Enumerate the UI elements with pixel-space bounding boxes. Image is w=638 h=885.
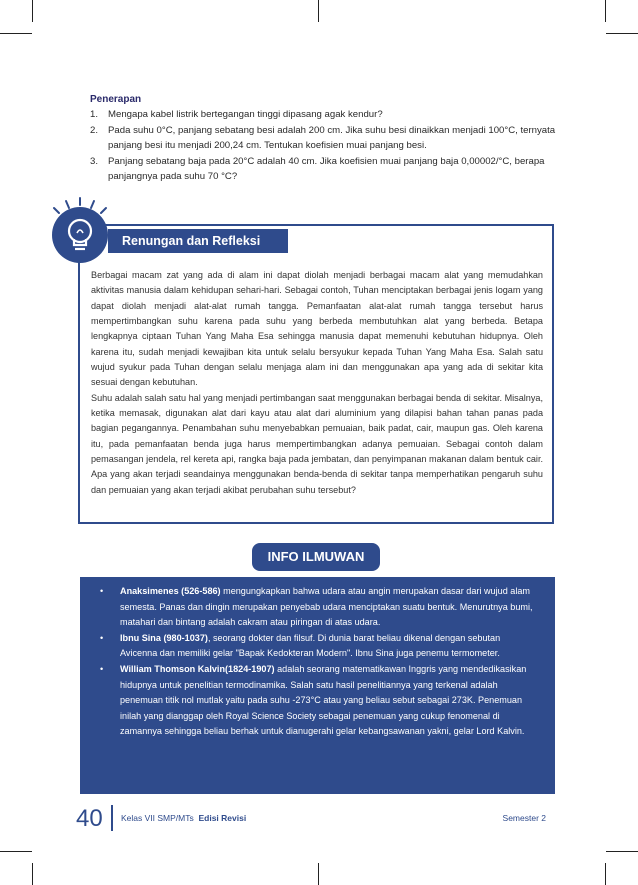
reflection-text <box>91 268 543 498</box>
crop-mark <box>606 33 638 34</box>
item-number: 3. <box>90 155 99 167</box>
crop-mark <box>318 0 319 22</box>
lightbulb-icon <box>52 207 108 263</box>
crop-mark <box>0 33 32 34</box>
bullet-icon: • <box>100 632 104 643</box>
lightbulb-glyph-icon <box>52 207 108 263</box>
penerapan-heading: Penerapan <box>90 94 142 105</box>
list-item <box>100 584 539 631</box>
item-number: 2. <box>90 124 99 136</box>
info-title: INFO ILMUWAN <box>252 543 380 571</box>
crop-mark <box>32 0 33 22</box>
crop-mark <box>605 863 606 885</box>
scientist-text: adalah seorang matematikawan Inggris yang mendedikasikan hidupnya untuk penelitian termodinamika. Salah satu hasil penelitiannya yang terkenal adalah penemuan titik nol mutlak yaitu pada suhu -273°C atau yang beliau sebut sebagai 273K. Penemuan inilah yang dianggap oleh Royal Science Society sebagai penemuan yang cukup fenomenal di zamannya sehingga beliau berhak untuk dianugerahi gelar kebangsawanan yakni, gelar Lord Kalvin. <box>120 663 527 737</box>
list-item <box>90 154 560 185</box>
crop-mark <box>32 863 33 885</box>
crop-mark <box>318 863 319 885</box>
scientist-name: Anaksimenes (526-586) <box>120 586 221 596</box>
bullet-icon: • <box>100 663 104 674</box>
penerapan-list <box>90 107 560 185</box>
item-text: Panjang sebatang baja pada 20°C adalah 40 cm. Jika koefisien muai panjang baja 0,00002/°C, berapa panjangnya pada suhu 70 °C? <box>108 155 545 182</box>
scientist-text: , seorang dokter dan filsuf. Di dunia barat beliau dikenal dengan sebutan Avicenna dan memiliki gelar "Bapak Kedokteran Modern". Ibnu Sina juga penemu termometer. <box>120 632 501 659</box>
footer-semester: Semester 2 <box>502 813 546 823</box>
footer-divider <box>111 805 113 831</box>
list-item <box>90 107 560 123</box>
reflection-paragraph: Suhu adalah salah satu hal yang menjadi pertimbangan saat menggunakan berbagai benda di sekitar. Misalnya, ketika memasak, digunakan alat dari kayu atau alat dari aluminium yang dilapisi bahan tahan panas pada bagian pegangannya. Penambahan suhu menyebabkan pemuaian, baik padat, cair, maupun gas. Oleh karena itu, pada pemanfaatan benda juga harus mempertimbangkan adanya pemuaian. Sebagai contoh dalam pemasangan jendela, rel kereta api, rangka baja pada jembatan, dan penyimpanan makanan dalam bentuk cair. Apa yang akan terjadi seandainya menggunakan benda-benda di sekitar tanpa memperhatikan pengaruh suhu dan pemuaian yang akan terjadi akibat perubahan suhu tersebut? <box>91 392 543 495</box>
scientist-list <box>100 584 539 740</box>
info-box <box>80 577 555 794</box>
crop-mark <box>605 0 606 22</box>
footer-book-info <box>121 813 246 823</box>
reflection-title: Renungan dan Refleksi <box>108 229 288 253</box>
list-item <box>90 123 560 154</box>
reflection-paragraph: Berbagai macam zat yang ada di alam ini dapat diolah menjadi berbagai macam alat yang memudahkan aktivitas manusia dalam kehidupan sehari-hari. Sebagai contoh, Tuhan menciptakan berbagai jenis logam yang dapat diolah menjadi alat-alat rumah tangga. Pemanfaatan alat-alat rumah tangga tersebut harus mempertimbangkan suhu karena pada suhu yang berbeda membutuhkan alat yang berbeda. Betapa lengkapnya ciptaan Tuhan Yang Maha Esa sehingga manusia dapat memenuhi kebutuhan hidupnya. Oleh karena itu, sudah menjadi kewajiban kita untuk selalu bersyukur kepada Tuhan Yang Maha Esa. Salah satu wujud syukur pada Tuhan dengan selalu menjaga alam ini dan menggunakan apa yang ada di sekitar kita sesuai dengan kebutuhan. <box>91 270 543 388</box>
bullet-icon: • <box>100 586 104 596</box>
scientist-name: Ibnu Sina (980-1037) <box>120 632 208 643</box>
item-text: Pada suhu 0°C, panjang sebatang besi adalah 200 cm. Jika suhu besi dinaikkan menjadi 100°C, ternyata panjang besi itu menjadi 200,24 cm. Tentukan koefisien muai panjang besi. <box>108 124 556 151</box>
item-text: Mengapa kabel listrik bertegangan tinggi dipasang agak kendur? <box>108 109 383 120</box>
page-number: 40 <box>76 805 103 832</box>
list-item <box>100 662 539 740</box>
scientist-name: William Thomson Kalvin(1824-1907) <box>120 663 275 674</box>
scientist-text: mengungkapkan bahwa udara atau angin merupakan dasar dari wujud alam semesta. Panas dan dingin merupakan penyebab udara menciptakan suatu bentuk. Menurutnya bumi, matahari dan bintang adalah cakram atau piringan di atas udara. <box>120 586 533 628</box>
book-class: Kelas VII SMP/MTs <box>121 813 194 823</box>
crop-mark <box>606 851 638 852</box>
book-edition: Edisi Revisi <box>198 813 247 823</box>
item-number: 1. <box>90 109 99 120</box>
list-item <box>100 631 539 662</box>
crop-mark <box>0 851 32 852</box>
penerapan-section <box>90 93 560 185</box>
